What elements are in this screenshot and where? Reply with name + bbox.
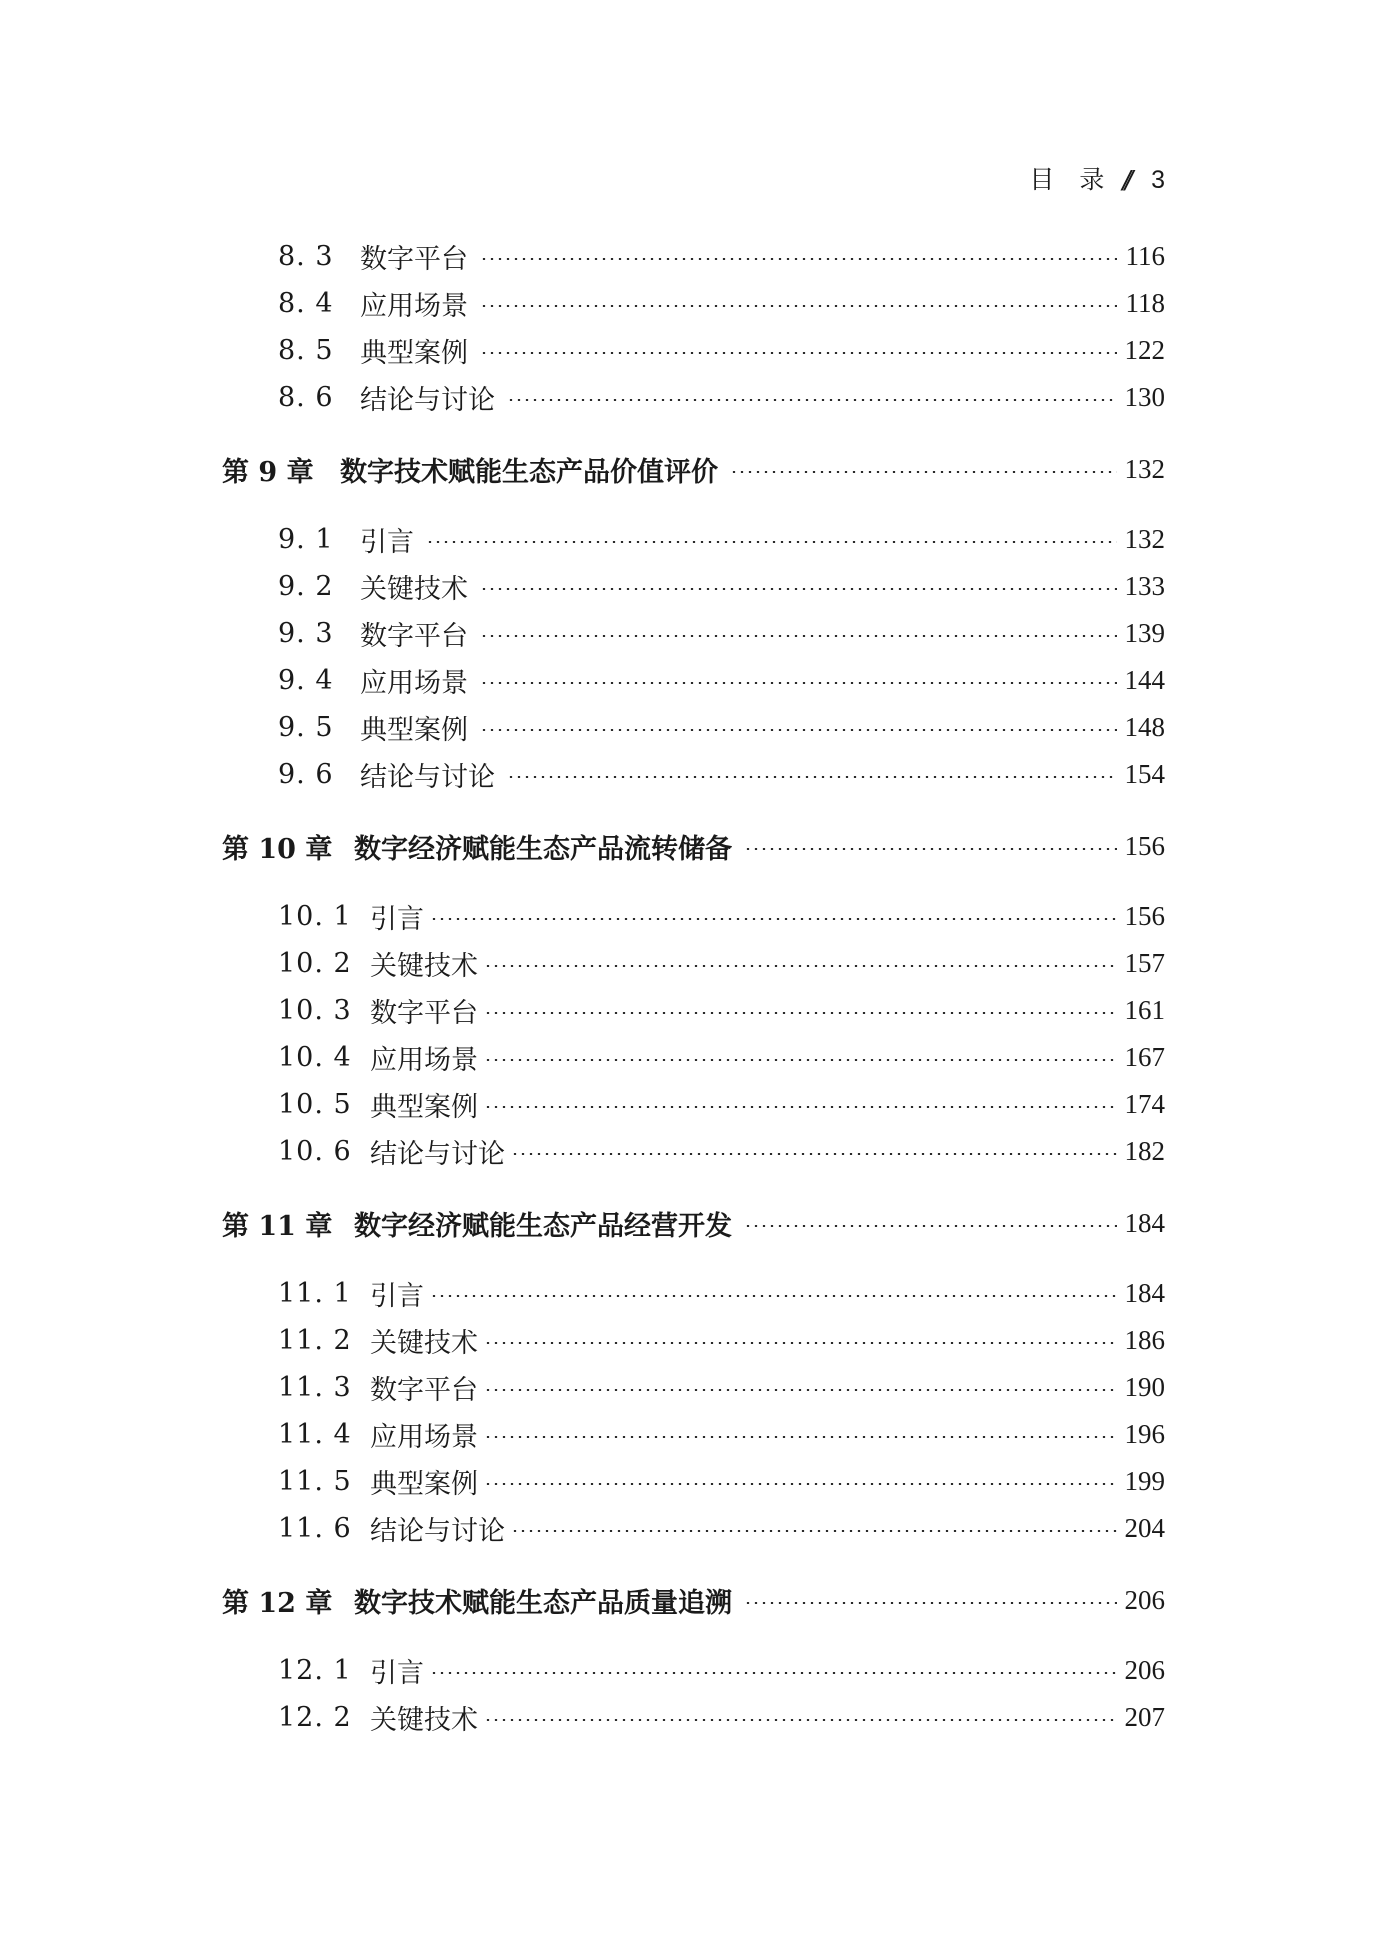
page-number: 206 — [1124, 1654, 1165, 1685]
page-number: 133 — [1124, 570, 1165, 601]
page-number: 167 — [1124, 1041, 1165, 1072]
section-title: 典型案例 — [360, 714, 468, 746]
toc-section-entry[interactable] — [278, 566, 1165, 606]
section-title: 结论与讨论 — [370, 1138, 505, 1170]
toc-section-entry[interactable] — [278, 1414, 1165, 1454]
toc-section-entry[interactable] — [278, 236, 1165, 276]
chapter-title: 数字技术赋能生态产品质量追溯 — [354, 1587, 732, 1619]
dot-leader — [480, 682, 1117, 684]
chapter-number: 第 12 章 — [222, 1587, 333, 1619]
page-number: 199 — [1124, 1465, 1165, 1496]
toc-section-entry[interactable] — [278, 1697, 1165, 1737]
section-number: 11. 4 — [278, 1418, 352, 1450]
dot-leader — [484, 1389, 1117, 1391]
section-number: 9. 5 — [278, 711, 334, 743]
section-number: 12. 2 — [278, 1701, 352, 1733]
section-title: 引言 — [370, 1657, 424, 1689]
toc-section-entry[interactable] — [278, 896, 1165, 936]
toc-section-entry[interactable] — [278, 1650, 1165, 1690]
toc-chapter-entry[interactable] — [222, 1203, 1165, 1243]
section-title: 关键技术 — [360, 573, 468, 605]
section-number: 10. 5 — [278, 1088, 352, 1120]
section-title: 数字平台 — [360, 243, 468, 275]
page-number: 196 — [1124, 1418, 1165, 1449]
dot-leader — [511, 1530, 1117, 1532]
page-number: 204 — [1124, 1512, 1165, 1543]
page-number: 148 — [1124, 711, 1165, 742]
page-number: 132 — [1124, 523, 1165, 554]
dot-leader — [430, 1295, 1117, 1297]
toc-section-entry[interactable] — [278, 1131, 1165, 1171]
page-number: 144 — [1124, 664, 1165, 695]
dot-leader — [484, 1719, 1117, 1721]
section-number: 9. 4 — [278, 664, 334, 696]
section-title: 应用场景 — [370, 1044, 478, 1076]
toc-section-entry[interactable] — [278, 330, 1165, 370]
section-number: 9. 6 — [278, 758, 334, 790]
page-number: 174 — [1124, 1088, 1165, 1119]
section-number: 10. 1 — [278, 900, 352, 932]
dot-leader — [484, 1483, 1117, 1485]
section-number: 11. 3 — [278, 1371, 352, 1403]
toc-section-entry[interactable] — [278, 1461, 1165, 1501]
toc-section-entry[interactable] — [278, 754, 1165, 794]
dot-leader — [484, 1436, 1117, 1438]
page-number: 206 — [1124, 1584, 1165, 1615]
dot-leader — [484, 1059, 1117, 1061]
dot-leader — [744, 848, 1117, 850]
section-number: 11. 2 — [278, 1324, 352, 1356]
header-page-number: 3 — [1151, 166, 1165, 194]
dot-leader — [744, 1225, 1117, 1227]
page-number: 186 — [1124, 1324, 1165, 1355]
page-number: 132 — [1124, 453, 1165, 484]
page-number: 156 — [1124, 900, 1165, 931]
toc-section-entry[interactable] — [278, 660, 1165, 700]
toc-section-entry[interactable] — [278, 1508, 1165, 1548]
section-number: 8. 6 — [278, 381, 334, 413]
section-number: 8. 5 — [278, 334, 334, 366]
page-number: 161 — [1124, 994, 1165, 1025]
dot-leader — [430, 1672, 1117, 1674]
toc-section-entry[interactable] — [278, 613, 1165, 653]
dot-leader — [484, 965, 1117, 967]
section-number: 9. 1 — [278, 523, 334, 555]
section-title: 应用场景 — [370, 1421, 478, 1453]
section-title: 数字平台 — [370, 1374, 478, 1406]
toc-section-entry[interactable] — [278, 1320, 1165, 1360]
page-number: 116 — [1125, 240, 1165, 271]
toc-section-entry[interactable] — [278, 377, 1165, 417]
section-number: 11. 1 — [278, 1277, 352, 1309]
toc-section-entry[interactable] — [278, 990, 1165, 1030]
dot-leader — [730, 471, 1117, 473]
dot-leader — [480, 305, 1117, 307]
page-number: 184 — [1124, 1207, 1165, 1238]
dot-leader — [480, 635, 1117, 637]
section-number: 8. 4 — [278, 287, 334, 319]
section-title: 结论与讨论 — [360, 761, 495, 793]
section-number: 12. 1 — [278, 1654, 352, 1686]
page-number: 207 — [1124, 1701, 1165, 1732]
section-number: 10. 2 — [278, 947, 352, 979]
section-title: 典型案例 — [370, 1468, 478, 1500]
toc-chapter-entry[interactable] — [222, 826, 1165, 866]
dot-leader — [480, 729, 1117, 731]
page-number: 154 — [1124, 758, 1165, 789]
dot-leader — [484, 1106, 1117, 1108]
toc-section-entry[interactable] — [278, 1273, 1165, 1313]
dot-leader — [507, 399, 1117, 401]
toc-section-entry[interactable] — [278, 707, 1165, 747]
chapter-number: 第 9 章 — [222, 456, 314, 488]
page-number: 139 — [1124, 617, 1165, 648]
page-number: 122 — [1124, 334, 1165, 365]
section-title: 应用场景 — [360, 667, 468, 699]
toc-section-entry[interactable] — [278, 1084, 1165, 1124]
chapter-title: 数字经济赋能生态产品经营开发 — [354, 1210, 732, 1242]
toc-chapter-entry[interactable] — [222, 1580, 1165, 1620]
section-title: 结论与讨论 — [370, 1515, 505, 1547]
dot-leader — [480, 352, 1117, 354]
section-title: 引言 — [370, 903, 424, 935]
dot-leader — [511, 1153, 1117, 1155]
page-number: 190 — [1124, 1371, 1165, 1402]
page-number: 184 — [1124, 1277, 1165, 1308]
toc-section-entry[interactable] — [278, 1037, 1165, 1077]
page-number: 130 — [1124, 381, 1165, 412]
dot-leader — [430, 918, 1117, 920]
section-title: 关键技术 — [370, 1704, 478, 1736]
toc-section-entry[interactable] — [278, 283, 1165, 323]
header-title: 目 录 — [1029, 165, 1105, 194]
dot-leader — [484, 1012, 1117, 1014]
page-number: 182 — [1124, 1135, 1165, 1166]
section-title: 典型案例 — [360, 337, 468, 369]
chapter-number: 第 11 章 — [222, 1210, 333, 1242]
chapter-number: 第 10 章 — [222, 833, 333, 865]
toc-section-entry[interactable] — [278, 519, 1165, 559]
section-number: 9. 3 — [278, 617, 334, 649]
toc-chapter-entry[interactable] — [222, 449, 1165, 489]
header-separator: // — [1122, 165, 1128, 194]
section-title: 典型案例 — [370, 1091, 478, 1123]
section-title: 关键技术 — [370, 950, 478, 982]
dot-leader — [480, 258, 1117, 260]
section-number: 10. 6 — [278, 1135, 352, 1167]
page-number: 118 — [1125, 287, 1165, 318]
chapter-title: 数字经济赋能生态产品流转储备 — [354, 833, 732, 865]
page-number: 157 — [1124, 947, 1165, 978]
page-number: 156 — [1124, 830, 1165, 861]
dot-leader — [744, 1602, 1117, 1604]
section-number: 11. 5 — [278, 1465, 352, 1497]
section-title: 数字平台 — [360, 620, 468, 652]
section-title: 引言 — [360, 526, 414, 558]
dot-leader — [426, 541, 1117, 543]
section-title: 数字平台 — [370, 997, 478, 1029]
toc-section-entry[interactable] — [278, 1367, 1165, 1407]
dot-leader — [480, 588, 1117, 590]
section-number: 10. 4 — [278, 1041, 352, 1073]
section-number: 11. 6 — [278, 1512, 352, 1544]
section-number: 10. 3 — [278, 994, 352, 1026]
section-title: 关键技术 — [370, 1327, 478, 1359]
section-title: 引言 — [370, 1280, 424, 1312]
section-title: 结论与讨论 — [360, 384, 495, 416]
toc-section-entry[interactable] — [278, 943, 1165, 983]
dot-leader — [507, 776, 1117, 778]
section-title: 应用场景 — [360, 290, 468, 322]
dot-leader — [484, 1342, 1117, 1344]
chapter-title: 数字技术赋能生态产品价值评价 — [340, 456, 718, 488]
section-number: 9. 2 — [278, 570, 334, 602]
section-number: 8. 3 — [278, 240, 334, 272]
